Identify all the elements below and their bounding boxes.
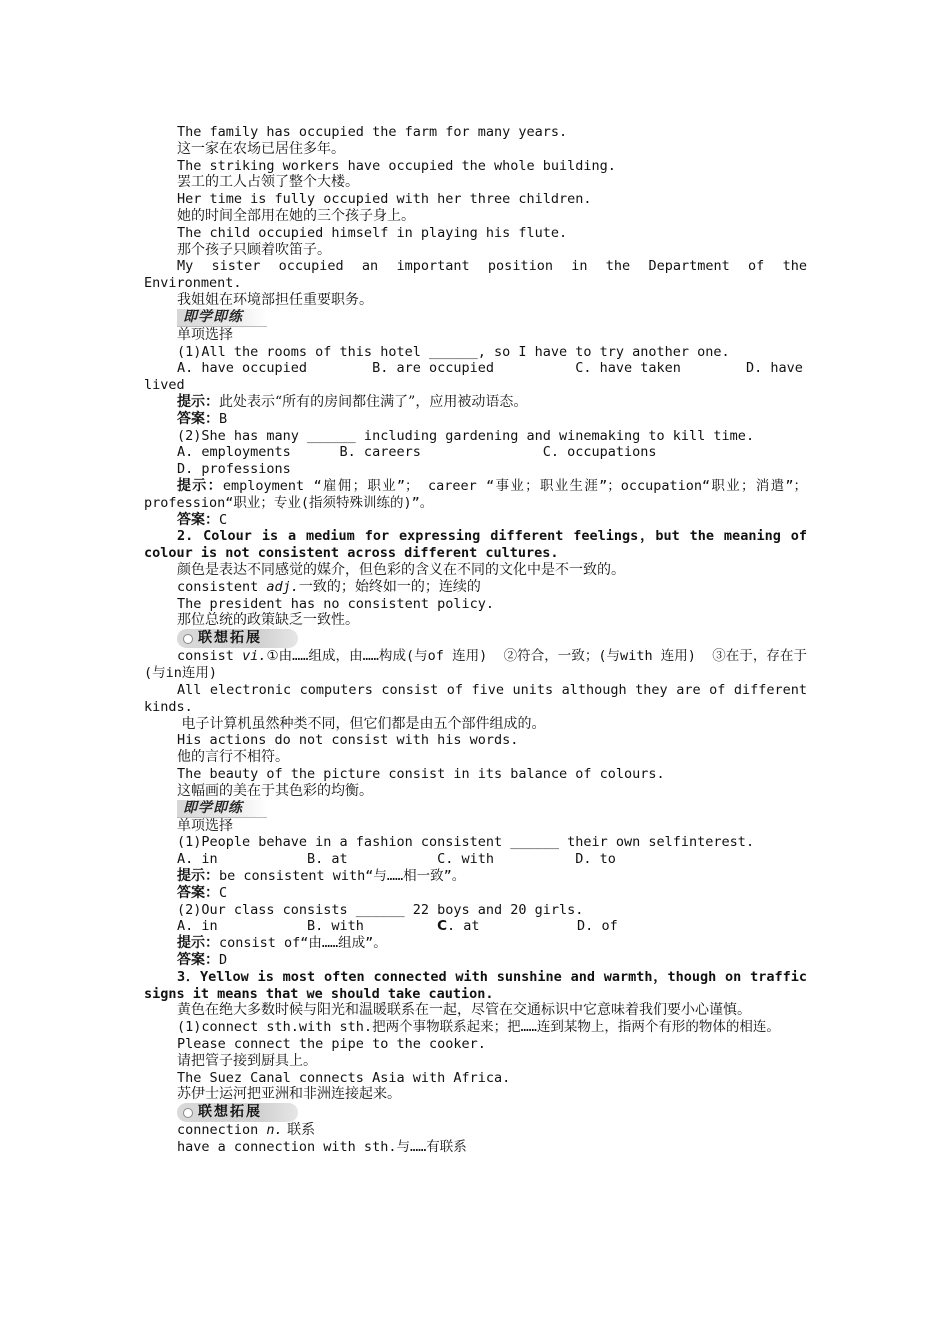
example-cn: 电子计算机虽然种类不同，但它们都是由五个部件组成的。 <box>177 715 546 732</box>
options: A. in B. at C. with D. to <box>177 851 616 868</box>
hint-text: consist of“由……组成”。 <box>219 935 387 952</box>
exercise-type: 单项选择 <box>177 817 233 834</box>
answer-value: D <box>219 951 228 968</box>
question: (1)People behave in a fashion consistent ______ their own selfinterest. <box>177 834 755 851</box>
example-cn: 请把管子接到厨具上。 <box>177 1052 317 1069</box>
practice-label: 即学即练 <box>177 800 267 818</box>
bullet-icon <box>183 634 193 644</box>
example-en: All electronic computers consist of five units although they are of different kinds. <box>144 682 816 715</box>
options: A. employments B. careers C. occupations <box>177 444 657 461</box>
question: (2)She has many ______ including gardening and winemaking to kill time. <box>177 427 755 444</box>
hint-label: 提示： <box>177 867 219 884</box>
example-en: The beauty of the picture consist in its balance of colours. <box>177 765 665 782</box>
hint-text: employment “雇佣；职业”； career “事业；职业生涯”；occupation“职业；消遣”；profession“职业；专业(指须特殊训练的)”。 <box>144 477 808 511</box>
key-sentence: 2. Colour is a medium for expressing different feelings，but the meaning of colour is not consistent across different cultures. <box>144 528 816 562</box>
answer-label: 答案： <box>177 410 219 427</box>
bullet-icon <box>183 1108 193 1118</box>
answer-label: 答案： <box>177 951 219 968</box>
part-of-speech: adj. <box>266 578 299 595</box>
exercise-type: 单项选择 <box>177 326 233 343</box>
hint-label: 提示： <box>177 393 219 410</box>
example-cn: 这一家在农场已居住多年。 <box>177 140 345 157</box>
example-cn: 我姐姐在环境部担任重要职务。 <box>177 291 373 308</box>
example-en: His actions do not consist with his words. <box>177 732 519 749</box>
answer-value: C <box>219 511 228 528</box>
example-cn: 这幅画的美在于其色彩的均衡。 <box>177 782 373 799</box>
practice-heading <box>144 800 807 818</box>
word: consistent <box>177 578 267 595</box>
example-cn: 罢工的工人占领了整个大楼。 <box>177 174 359 191</box>
example-en: The Suez Canal connects Asia with Africa. <box>177 1069 511 1086</box>
definition: 一致的；始终如一的；连续的 <box>298 578 481 595</box>
expand-label: 联想拓展 <box>198 1104 262 1121</box>
word: consist <box>177 648 243 665</box>
example-en: My sister occupied an important position in the Department of the Environment. <box>144 258 816 292</box>
example-en: The child occupied himself in playing his flute. <box>177 224 568 241</box>
example-cn: 那个孩子只顾着吹笛子。 <box>177 241 331 258</box>
options-part: A. in B. with <box>177 918 438 935</box>
example-cn: 他的言行不相符。 <box>177 749 289 766</box>
hint-text: be consistent with“与……相一致”。 <box>219 867 466 884</box>
example-cn: 那位总统的政策缺乏一致性。 <box>177 612 359 629</box>
example-en: Please connect the pipe to the cooker. <box>177 1035 486 1052</box>
definition: 联系 <box>282 1122 316 1139</box>
expand-heading <box>144 1103 807 1122</box>
answer-value: C <box>219 884 228 901</box>
options-part: . at D. of <box>447 918 618 935</box>
example-en: The striking workers have occupied the whole building. <box>177 157 616 174</box>
options: D. professions <box>177 461 291 478</box>
expand-heading <box>144 629 807 648</box>
document-page <box>144 124 816 1156</box>
answer-label: 答案： <box>177 511 219 528</box>
definition: ①由……组成，由……构成(与of 连用) ②符合，一致；(与with 连用) ③在于，存在于(与in连用) <box>144 648 807 682</box>
example-cn: 苏伊士运河把亚洲和非洲连接起来。 <box>177 1086 401 1103</box>
options <box>144 918 807 935</box>
answer-label: 答案： <box>177 884 219 901</box>
answer-value: B <box>219 410 228 427</box>
practice-label: 即学即练 <box>177 309 267 327</box>
part-of-speech: n. <box>266 1122 283 1139</box>
example-en: Her time is fully occupied with her three children. <box>177 191 592 208</box>
question: (2)Our class consists ______ 22 boys and 20 girls. <box>177 901 584 918</box>
question: (1)All the rooms of this hotel ______, so I have to try another one. <box>177 343 730 360</box>
phrase: have a connection with sth.与……有联系 <box>177 1139 467 1156</box>
option-letter: C <box>437 918 448 935</box>
hint-label: 提示： <box>177 935 219 952</box>
practice-heading <box>144 309 807 327</box>
word: connection <box>177 1122 267 1139</box>
key-sentence-cn: 颜色是表达不同感觉的媒介，但色彩的含义在不同的文化中是不一致的。 <box>177 561 625 578</box>
hint-label: 提示： <box>177 477 223 494</box>
key-sentence-cn: 黄色在绝大多数时候与阳光和温暖联系在一起，尽管在交通标识中它意味着我们要小心谨慎。 <box>177 1002 751 1019</box>
part-of-speech: vi. <box>242 648 267 665</box>
key-sentence: 3．Yellow is most often connected with sunshine and warmth，though on traffic signs it means that we should take caution. <box>144 968 816 1002</box>
example-cn: 她的时间全部用在她的三个孩子身上。 <box>177 207 415 224</box>
hint-text: 此处表示“所有的房间都住满了”，应用被动语态。 <box>219 393 528 410</box>
expand-label: 联想拓展 <box>198 630 262 647</box>
example-en: The president has no consistent policy. <box>177 595 494 612</box>
options: A. have occupied B. are occupied C. have taken D. have lived <box>144 360 811 394</box>
example-en: The family has occupied the farm for many years. <box>177 124 568 140</box>
usage-note: (1)connect sth.with sth.把两个事物联系起来；把……连到某物上，指两个有形的物体的相连。 <box>177 1019 780 1036</box>
